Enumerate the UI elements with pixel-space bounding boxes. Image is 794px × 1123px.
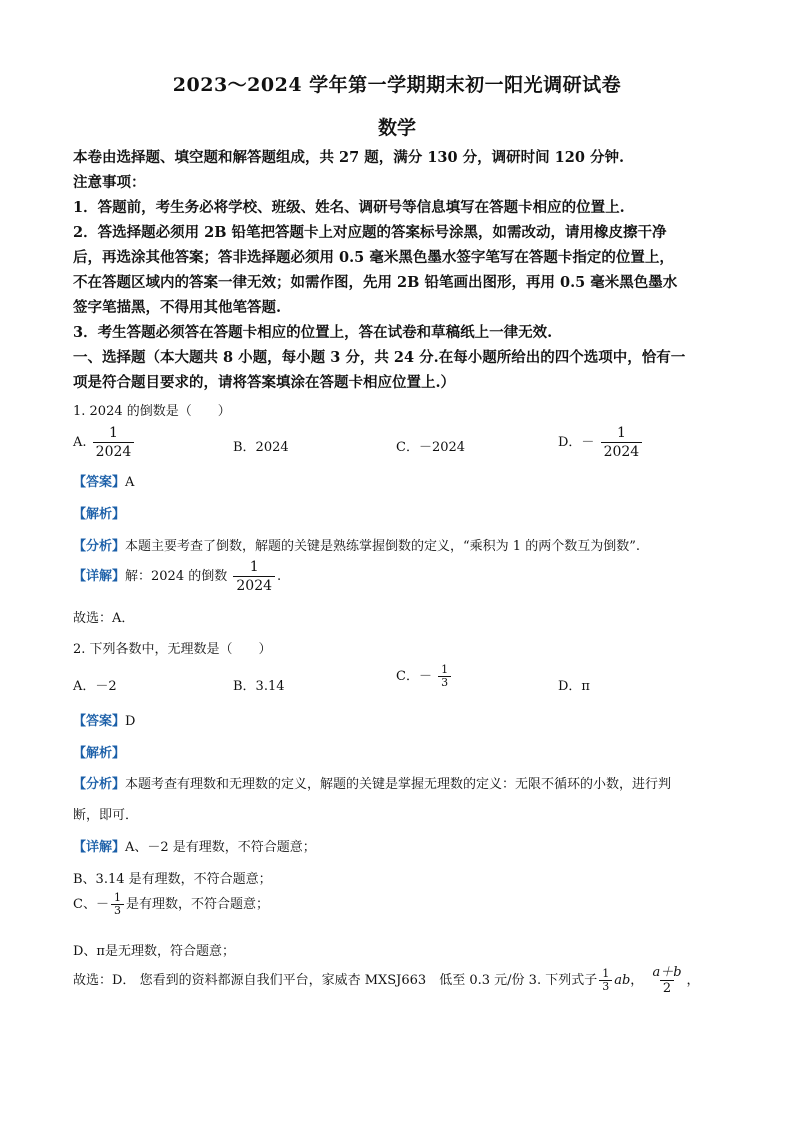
q2-fenxi-a xyxy=(73,773,734,792)
watermark-text: 您看到的资料都源自我们平台，家威杏 MXSJ663 低至 0.3 元/份 xyxy=(139,973,525,988)
fraction-numerator: a＋b xyxy=(652,965,682,980)
fraction-numerator: 1 xyxy=(113,891,121,904)
q1-fenxi xyxy=(73,535,734,554)
q2-detail-a xyxy=(73,836,734,855)
q1-option-d-fraction xyxy=(601,424,643,461)
q2-analysis xyxy=(73,742,734,761)
fenxi-tag: 【分析】 xyxy=(73,777,126,792)
q1-option-a-label: A. xyxy=(73,435,87,450)
q2-answer xyxy=(73,710,734,729)
q1-detail xyxy=(73,558,734,595)
fraction-denominator: 3 xyxy=(438,676,451,689)
page-title: 2023～2024 学年第一学期期末初一阳光调研试卷 xyxy=(172,74,622,96)
section-1-heading-a: 一、选择题（本大题共 8 小题，每小题 3 分，共 24 分.在每小题所给出的四个选项中，恰有一 xyxy=(73,349,686,366)
note-2d: 签字笔描黑，不得用其他笔答题. xyxy=(73,299,282,316)
detail-c-text: 是有理数，不符合题意； xyxy=(125,897,269,912)
q1-option-a xyxy=(73,424,136,461)
detail-end: . xyxy=(277,569,282,584)
answer-tag: 【答案】 xyxy=(73,475,126,490)
fraction-denominator: 2 xyxy=(660,980,674,996)
fraction-numerator: 1 xyxy=(602,967,610,980)
q2-detail-d: D、π是无理数，符合题意； xyxy=(73,944,235,959)
q1-answer xyxy=(73,471,734,490)
fraction-denominator: 3 xyxy=(599,980,612,993)
fraction-numerator: 1 xyxy=(616,425,626,441)
q1-choose: 故选：A． xyxy=(73,611,135,626)
analysis-tag: 【解析】 xyxy=(73,507,126,522)
note-3: 3．考生答题必须答在答题卡相应的位置上，答在试卷和草稿纸上一律无效. xyxy=(73,324,553,341)
fraction-numerator: 1 xyxy=(249,559,259,575)
q1-option-a-fraction xyxy=(93,424,135,461)
detail-tag: 【详解】 xyxy=(73,569,126,584)
q2-stem: 2. 下列各数中，无理数是（ ） xyxy=(73,642,272,657)
answer-tag: 【答案】 xyxy=(73,714,126,729)
section-1-heading-b: 项是符合题目要求的，请将答案填涂在答题卡相应位置上.） xyxy=(73,374,456,391)
intro-line: 本卷由选择题、填空题和解答题组成，共 27 题，满分 130 分，调研时间 120 分钟. xyxy=(73,149,625,166)
fraction-denominator: 3 xyxy=(111,904,124,917)
q2-option-b: B．3.14 xyxy=(233,679,285,694)
analysis-tag: 【解析】 xyxy=(73,746,126,761)
q1-analysis xyxy=(73,503,734,522)
q2-choose: 故选：D． xyxy=(73,973,136,988)
q3-term-ab: ab xyxy=(614,973,631,988)
q2-detail-c xyxy=(73,892,734,917)
note-2b: 后，再选涂其他答案；答非选择题必须用 0.5 毫米黑色墨水签字笔写在答题卡指定的位置上， xyxy=(73,249,674,266)
q1-option-d xyxy=(558,424,644,461)
answer-value: A xyxy=(125,475,135,490)
q1-option-d-label: D．－ xyxy=(558,435,595,450)
fraction-numerator: 1 xyxy=(109,425,118,441)
fenxi-text: 本题主要考查了倒数，解题的关键是熟练掌握倒数的定义，“乘积为 1 的两个数互为倒数”. xyxy=(125,539,640,554)
fenxi-text: 本题考查有理数和无理数的定义，解题的关键是掌握无理数的定义：无限不循环的小数，进行判 xyxy=(125,777,672,792)
detail-text: A、－2 是有理数，不符合题意； xyxy=(125,840,316,855)
q2-choose-line xyxy=(73,965,724,996)
q2-detail-b: B、3.14 是有理数，不符合题意； xyxy=(73,872,272,887)
q2-detail-c-fraction xyxy=(111,892,124,917)
fraction-denominator: 2024 xyxy=(601,442,643,461)
q1-option-c: C．－2024 xyxy=(396,440,466,455)
q1-option-b: B．2024 xyxy=(233,440,289,455)
q1-detail-fraction xyxy=(233,558,275,595)
detail-text: 解：2024 的倒数 xyxy=(125,569,228,584)
q2-option-c-label: C．－ xyxy=(396,669,432,684)
note-2c: 不在答题区域内的答案一律无效；如需作图，先用 2B 铅笔画出图形，再用 0.5 毫米黑色墨水 xyxy=(73,274,678,291)
detail-tag: 【详解】 xyxy=(73,840,126,855)
q2-option-c xyxy=(396,664,453,689)
answer-value: D xyxy=(125,714,136,729)
q2-fenxi-b: 断，即可． xyxy=(73,808,139,823)
notes-title: 注意事项： xyxy=(73,174,146,191)
q3-fraction-1 xyxy=(599,968,612,993)
fraction-denominator: 2024 xyxy=(93,442,135,461)
q2-option-a: A．－2 xyxy=(73,679,117,694)
fraction-denominator: 2024 xyxy=(233,576,275,595)
fraction-numerator: 1 xyxy=(441,663,449,676)
fenxi-tag: 【分析】 xyxy=(73,539,126,554)
note-2a: 2．答选择题必须用 2B 铅笔把答题卡上对应题的答案标号涂黑，如需改动，请用橡皮擦干净 xyxy=(73,224,667,241)
q3-fraction-2 xyxy=(649,965,684,996)
q2-option-c-fraction xyxy=(438,664,451,689)
detail-c-label: C、－ xyxy=(73,897,109,912)
q3-end: ， xyxy=(686,973,700,988)
subject-title: 数学 xyxy=(377,117,416,139)
q3-sep: ， xyxy=(630,973,644,988)
q2-option-d: D．π xyxy=(558,679,590,694)
note-1: 1．答题前，考生务必将学校、班级、姓名、调研号等信息填写在答题卡相应的位置上. xyxy=(73,199,625,216)
q3-stem: 3. 下列式子 xyxy=(528,973,598,988)
q1-stem: 1. 2024 的倒数是（ ） xyxy=(73,404,231,419)
